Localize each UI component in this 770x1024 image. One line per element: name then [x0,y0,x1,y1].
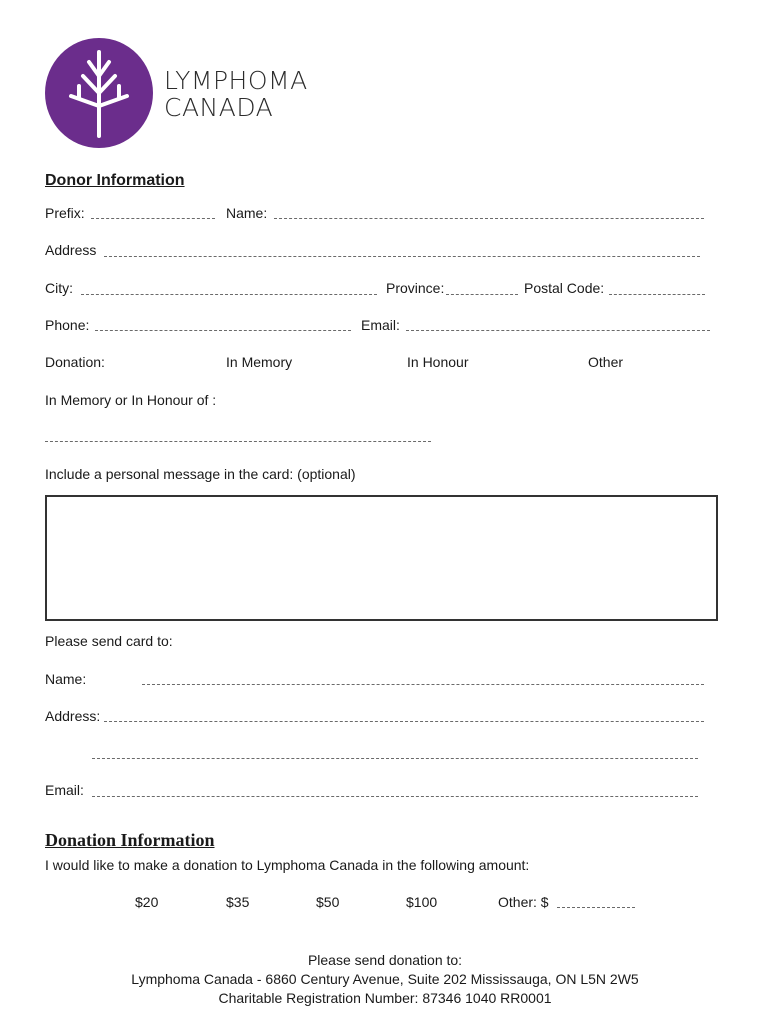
option-in-honour[interactable]: In Honour [407,354,469,370]
amount-other-field[interactable] [557,907,635,908]
logo-text-line1: LYMPHOMA [164,66,308,95]
footer-address: Lymphoma Canada - 6860 Century Avenue, Suite 202 Mississauga, ON L5N 2W5 [131,971,639,987]
memory-honour-field[interactable] [45,441,431,442]
logo-text-line2: CANADA [164,93,274,122]
donor-heading: Donor Information [45,172,185,189]
option-in-memory[interactable]: In Memory [226,354,293,370]
card-address-field[interactable] [104,721,704,722]
amount-other-label: Other: $ [498,894,549,910]
donation-label: Donation: [45,354,105,370]
amount-100[interactable]: $100 [406,894,438,910]
amount-50[interactable]: $50 [316,894,340,910]
city-field[interactable] [81,294,377,295]
card-address-label: Address: [45,708,101,724]
prefix-field[interactable] [91,218,215,219]
amount-20[interactable]: $20 [135,894,159,910]
postal-label: Postal Code: [524,280,605,296]
card-email-field[interactable] [92,796,698,797]
email-field[interactable] [406,330,710,331]
province-label: Province: [386,280,445,296]
footer-line1: Please send donation to: [307,952,463,968]
card-name-label: Name: [45,671,87,687]
donation-intro: I would like to make a donation to Lymphoma Canada in the following amount: [45,857,530,873]
memory-honour-label: In Memory or In Honour of : [45,392,217,408]
phone-label: Phone: [45,317,90,333]
name-label: Name: [226,205,268,221]
address-field[interactable] [104,256,700,257]
phone-field[interactable] [95,330,351,331]
card-address-field-2[interactable] [92,758,698,759]
logo-circle [45,38,153,148]
amount-35[interactable]: $35 [226,894,250,910]
footer-registration: Charitable Registration Number: 87346 1040 RR0001 [218,990,552,1006]
card-name-field[interactable] [142,684,704,685]
card-email-label: Email: [45,782,84,798]
send-card-label: Please send card to: [45,633,173,649]
donation-heading: Donation Information [45,830,215,850]
address-label: Address [45,242,97,258]
email-label: Email: [361,317,400,333]
message-label: Include a personal message in the card: (optional) [45,466,356,482]
message-textbox[interactable] [45,495,718,621]
prefix-label: Prefix: [45,205,85,221]
postal-field[interactable] [609,294,705,295]
city-label: City: [45,280,73,296]
option-other[interactable]: Other [588,354,624,370]
province-field[interactable] [446,294,518,295]
tree-icon [45,38,153,148]
name-field[interactable] [274,218,704,219]
